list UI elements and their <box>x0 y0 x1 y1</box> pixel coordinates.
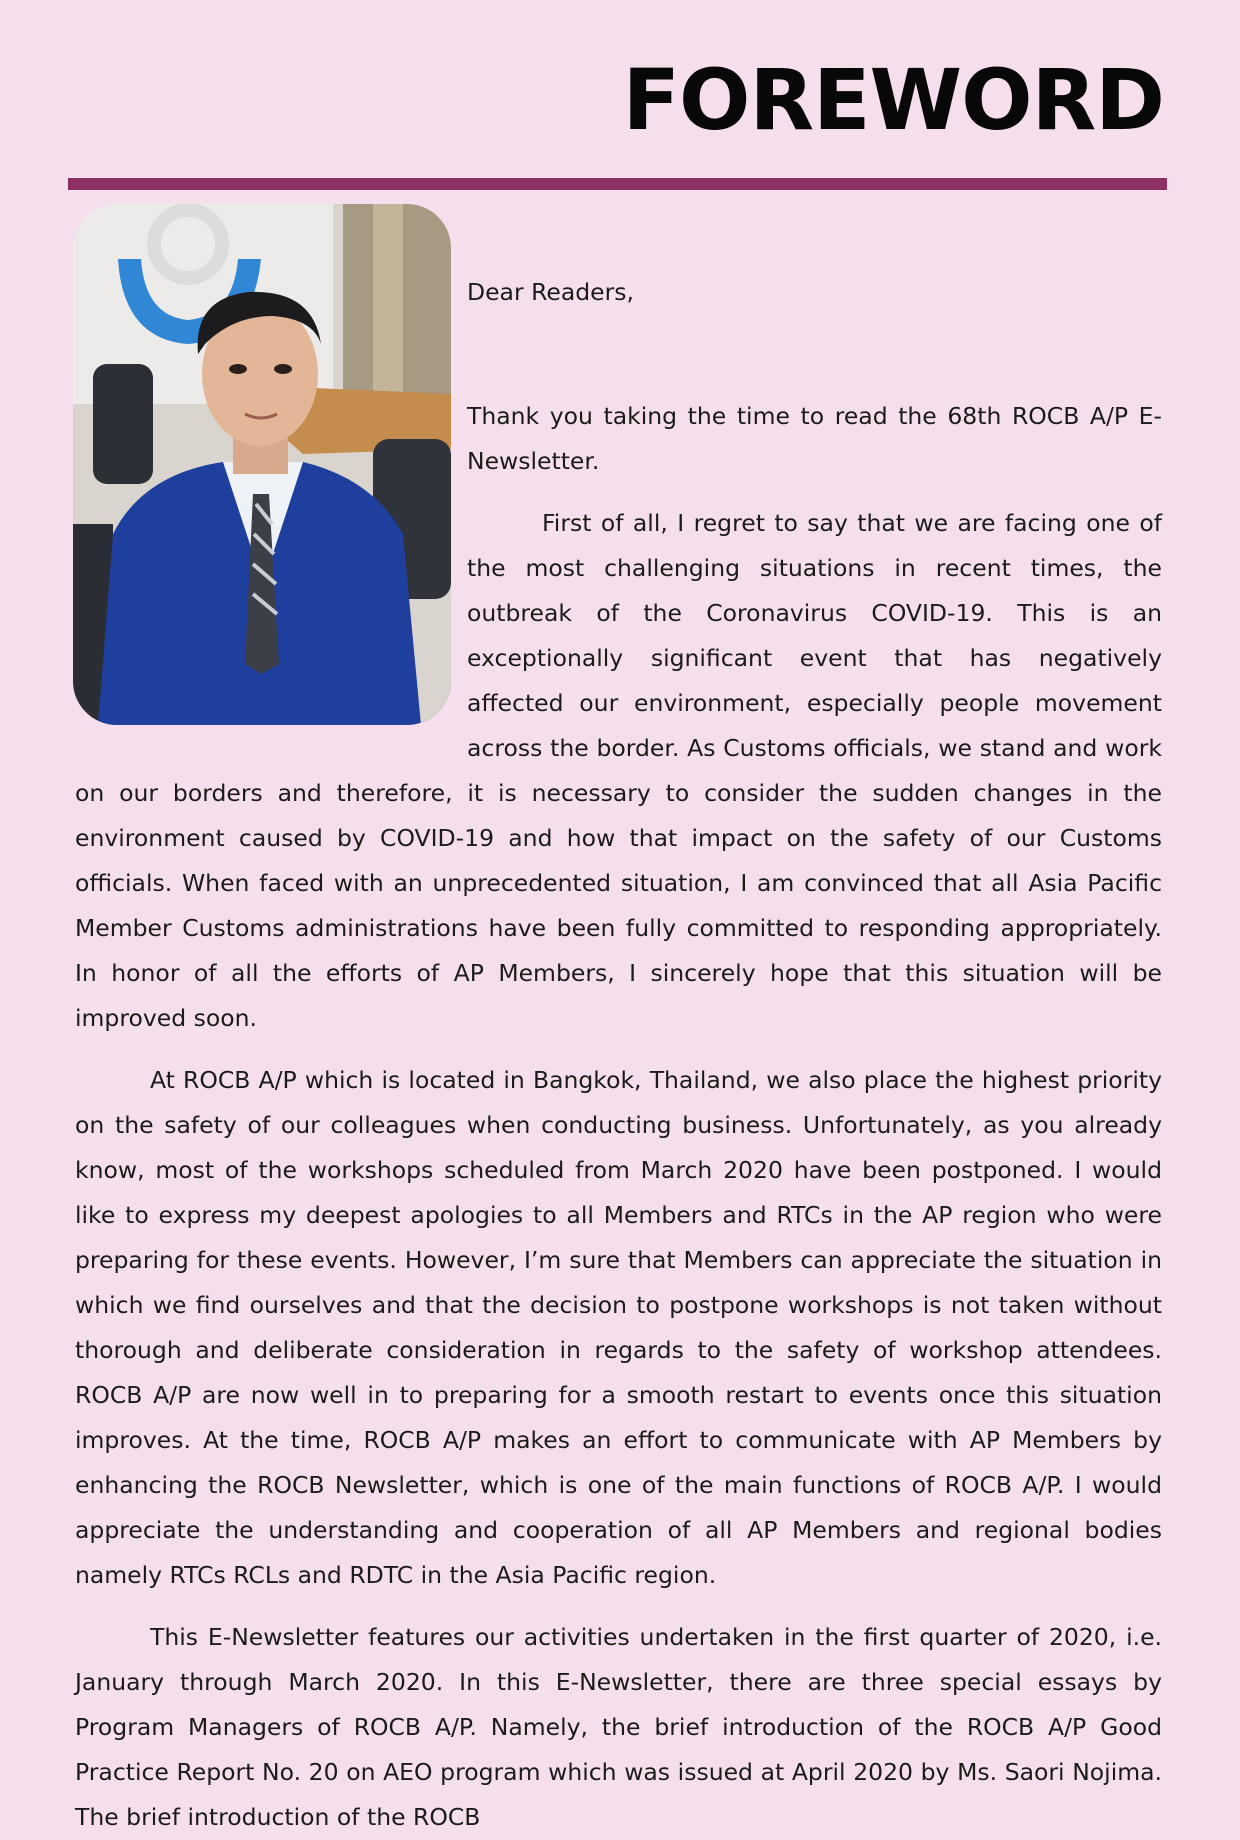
body-paragraph: This E-Newsletter features our activities undertaken in the first quarter of 2020, i.e. January through March 2020. In this E-Newsletter, there are three special essays by Program Managers of ROCB A/P. Namely, the brief introduction of the ROCB A/P Good Practice Report No. 20 on AEO program which was issued at April 2020 by Ms. Saori Nojima. The brief introduction of the ROCB <box>75 1623 1162 1831</box>
foreword-body <box>75 270 1162 1840</box>
body-paragraph: First of all, I regret to say that we are facing one of the most challenging situations in recent times, the outbreak of the Coronavirus COVID-19. This is an exceptionally significant event that has negatively affected our environment, especially people movement across the border. As Customs officials, we stand and work on our borders and therefore, it is necessary to consider the sudden changes in the environment caused by COVID-19 and how that impact on the safety of our Customs officials. When faced with an unprecedented situation, I am convinced that all Asia Pacific Member Customs administrations have been fully committed to responding appropriately. In honor of all the efforts of AP Members, I sincerely hope that this situation will be improved soon. <box>75 509 1162 1032</box>
opening-line: Thank you taking the time to read the 68th ROCB A/P E-Newsletter. <box>467 402 1162 475</box>
title-divider <box>68 178 1167 190</box>
salutation: Dear Readers, <box>467 278 634 306</box>
photo-spacer <box>75 270 467 728</box>
page-title: FOREWORD <box>622 51 1164 149</box>
body-paragraph: At ROCB A/P which is located in Bangkok, Thailand, we also place the highest priority on the safety of our colleagues when conducting business. Unfortunately, as you already know, most of the workshops scheduled from March 2020 have been postponed. I would like to express my deepest apologies to all Members and RTCs in the AP region who were preparing for these events. However, I’m sure that Members can appreciate the situation in which we find ourselves and that the decision to postpone workshops is not taken without thorough and deliberate consideration in regards to the safety of workshop attendees. ROCB A/P are now well in to preparing for a smooth restart to events once this situation improves. At the time, ROCB A/P makes an effort to communicate with AP Members by enhancing the ROCB Newsletter, which is one of the main functions of ROCB A/P. I would appreciate the understanding and cooperation of all AP Members and regional bodies namely RTCs RCLs and RDTC in the Asia Pacific region. <box>75 1066 1162 1589</box>
